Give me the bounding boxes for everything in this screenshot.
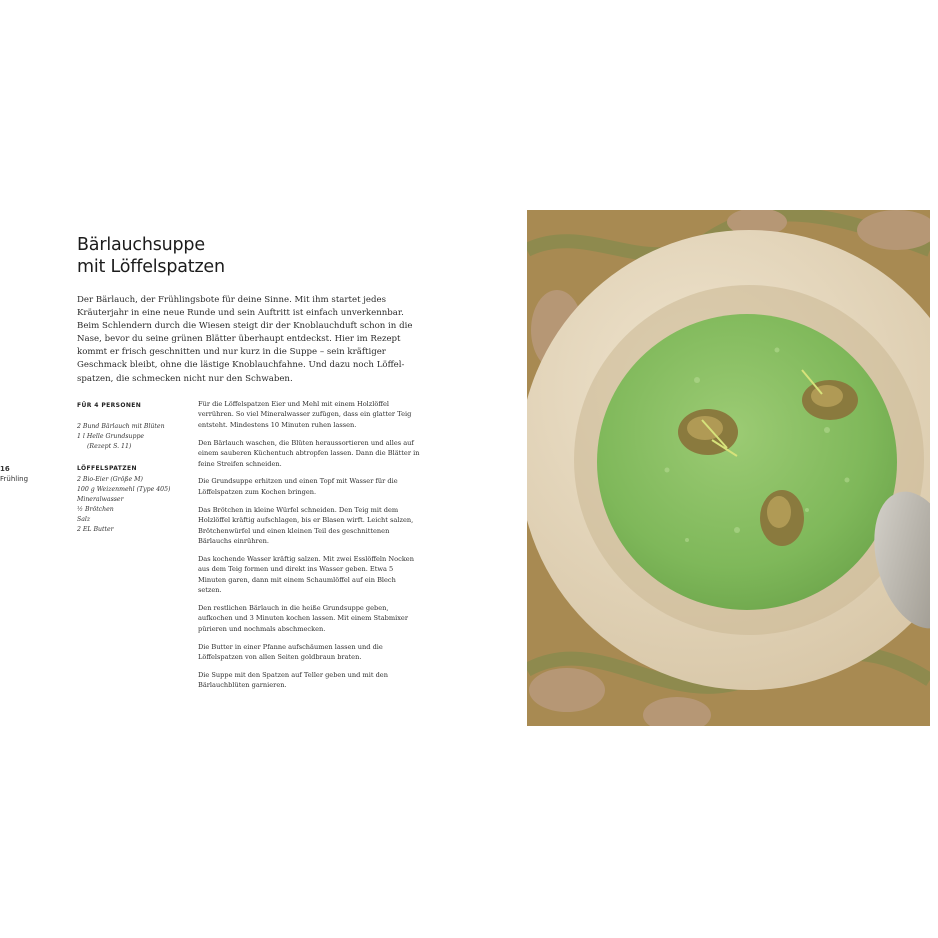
ingredient-note: (Rezept S. 11)	[87, 443, 132, 450]
recipe-title	[77, 234, 225, 278]
ingredient-item: 2 Bund Bärlauch mit Blüten	[77, 423, 165, 430]
step-paragraph: Für die Löffelspatzen Eier und Mehl mit einem Holzlöffel verrühren. So viel Mineralwasser zufügen, dass ein glatter Teig entsteht. Mindestens 10 Minuten ruhen lassen.	[198, 400, 412, 429]
step-paragraph: Den restlichen Bärlauch in die heiße Grundsuppe geben, aufkochen und 3 Minuten kochen lassen. Mit einem Stabmixer pürieren und nochmals abschmecken.	[198, 604, 408, 633]
servings-heading: FÜR 4 PERSONEN	[77, 402, 142, 409]
loeffelspatzen-heading: LÖFFELSPATZEN	[77, 465, 137, 472]
ingredient-item: 1 l Helle Grundsuppe	[77, 433, 145, 440]
soup-photo	[527, 210, 930, 726]
dumpling-highlight	[811, 385, 843, 407]
recipe-title-line-1: Bärlauchsuppe	[77, 235, 205, 255]
recipe-intro: Der Bärlauch, der Frühlingsbote für deine Sinne. Mit ihm startet jedes Kräuterjahr in eine neue Runde und sein Auftritt ist einfach unverkennbar. Beim Schlendern durch die Wiesen steigt dir der Knoblauchduft schon in die Nase, bevor du seine grünen Blätter überhaupt entdeckst. Hier im Rezept kommt er frisch geschnitten und nur kurz in die Suppe – sein kräftiger Geschmack bleibt, ohne die lästige Knoblauchfahne. Und dazu noch Löffel-spatzen, die schmecken nicht nur den Schwaben.	[77, 295, 413, 384]
ingredient-item: 2 Bio-Eier (Größe M)	[77, 476, 143, 483]
ingredient-item: 2 EL Butter	[77, 526, 114, 533]
step-paragraph: Die Butter in einer Pfanne aufschäumen lassen und die Löffelspatzen von allen Seiten goldbraun braten.	[198, 642, 383, 662]
soup-photo-illustration	[527, 210, 930, 726]
step-paragraph: Das kochende Wasser kräftig salzen. Mit zwei Esslöffeln Nocken aus dem Teig formen und direkt ins Wasser geben. Etwa 5 Minuten garen, dann mit einem Schaumlöffel auf ein Blech setzen.	[198, 554, 414, 595]
ingredient-item-note	[77, 442, 192, 452]
ingredient-item: Salz	[77, 516, 91, 523]
ingredient-item: ½ Brötchen	[77, 506, 114, 513]
ingredient-item: 100 g Weizenmehl (Type 405)	[77, 486, 171, 493]
ingredient-item: Mineralwasser	[77, 496, 124, 503]
step-paragraph: Die Grundsuppe erhitzen und einen Topf mit Wasser für die Löffelspatzen zum Kochen bringen.	[198, 477, 398, 496]
step-paragraph: Den Bärlauch waschen, die Blüten heraussortieren und alles auf einem sauberen Küchentuch abtropfen lassen. Dann die Blätter in feine Streifen schneiden.	[198, 438, 420, 468]
ingredients-column	[77, 401, 192, 535]
recipe-title-line-2: mit Löffelspatzen	[77, 257, 225, 277]
section-label: Frühling	[0, 475, 29, 483]
preparation-steps	[198, 399, 420, 698]
page-number: 16	[0, 465, 10, 473]
ingredient-list-spatzen	[77, 475, 192, 535]
step-paragraph: Die Suppe mit den Spatzen auf Teller geben und mit den Bärlauchblüten garnieren.	[198, 671, 388, 690]
step-paragraph: Das Brötchen in kleine Würfel schneiden. Den Teig mit dem Holzlöffel kräftig aufschlagen, bis er Blasen wirft. Leicht salzen, Brötchenwürfel und einen kleinen Teil des geschnittenen Bärlauchs einrühren.	[198, 505, 414, 545]
soup	[597, 314, 897, 610]
dumpling-highlight	[767, 496, 791, 528]
ingredient-list-main	[77, 422, 192, 452]
